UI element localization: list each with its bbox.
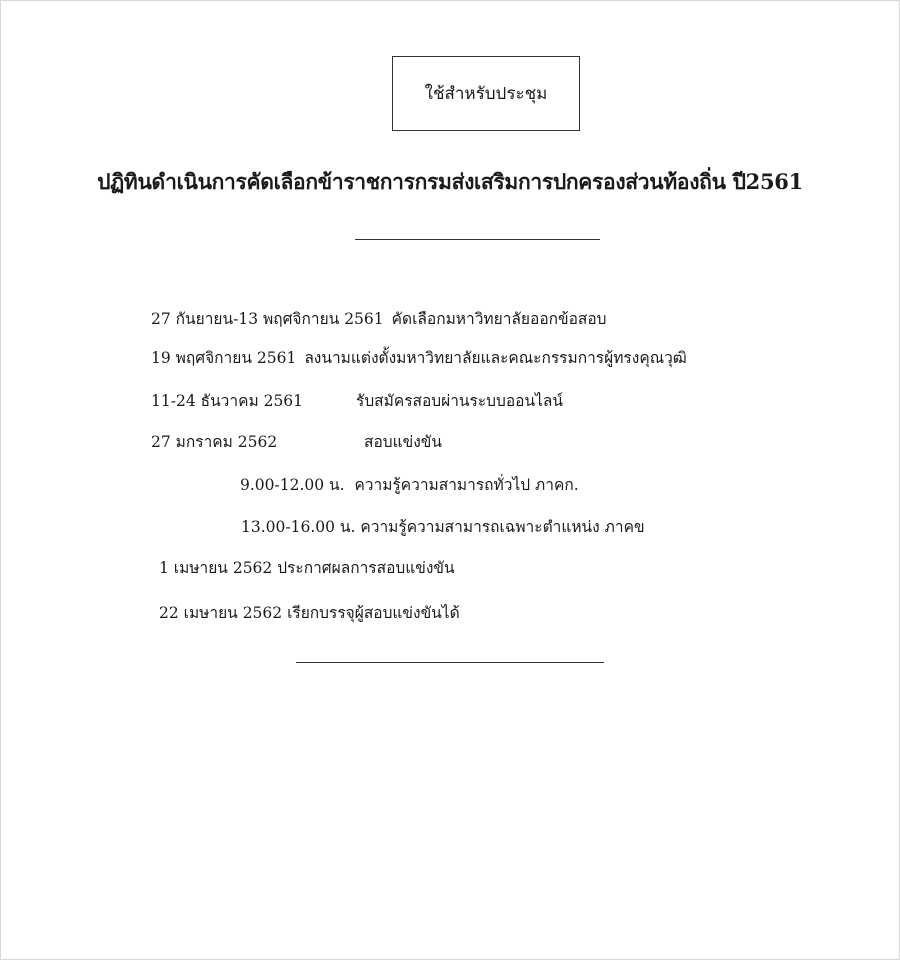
schedule-activity: คัดเลือกมหาวิทยาลัยออกข้อสอบ — [391, 310, 607, 328]
schedule-date: 19 พฤศจิกายน 2561 — [151, 349, 297, 367]
result-line — [159, 603, 460, 623]
meeting-use-label: ใช้สำหรับประชุม — [424, 84, 548, 104]
schedule-date: 27 กันยายน-13 พฤศจิกายน 2561 — [151, 310, 384, 328]
schedule-activity: ลงนามแต่งตั้งมหาวิทยาลัยและคณะกรรมการผู้ทรงคุณวุฒิ — [304, 349, 687, 367]
schedule-line — [151, 309, 607, 329]
exam-session-time: 9.00-12.00 น. — [240, 476, 345, 494]
top-divider — [355, 239, 600, 240]
exam-session-subject: ความรู้ความสามารถเฉพาะตำแหน่ง ภาคข — [360, 518, 645, 536]
schedule-activity: รับสมัครสอบผ่านระบบออนไลน์ — [356, 392, 563, 410]
schedule-date: 27 มกราคม 2562 — [151, 433, 278, 451]
exam-session — [240, 475, 579, 495]
schedule-line — [151, 348, 687, 368]
document-title: ปฏิทินดำเนินการคัดเลือกข้าราชการกรมส่งเสริมการปกครองส่วนท้องถิ่น ปี2561 — [97, 169, 803, 194]
schedule-date: 11-24 ธันวาคม 2561 — [151, 392, 304, 410]
bottom-divider — [296, 662, 604, 663]
result-date: 22 เมษายน 2562 — [159, 604, 283, 622]
meeting-use-box — [392, 56, 580, 131]
schedule-activity: สอบแข่งขัน — [364, 433, 442, 451]
schedule-line — [151, 391, 563, 411]
result-date: 1 เมษายน 2562 — [159, 559, 273, 577]
result-activity: เรียกบรรจุผู้สอบแข่งขันได้ — [287, 604, 460, 622]
result-activity: ประกาศผลการสอบแข่งขัน — [277, 559, 455, 577]
result-line — [159, 558, 455, 578]
exam-session-subject: ความรู้ความสามารถทั่วไป ภาคก. — [354, 476, 579, 494]
exam-session-time: 13.00-16.00 น. — [241, 518, 356, 536]
exam-session — [241, 517, 645, 537]
schedule-line — [151, 432, 442, 452]
